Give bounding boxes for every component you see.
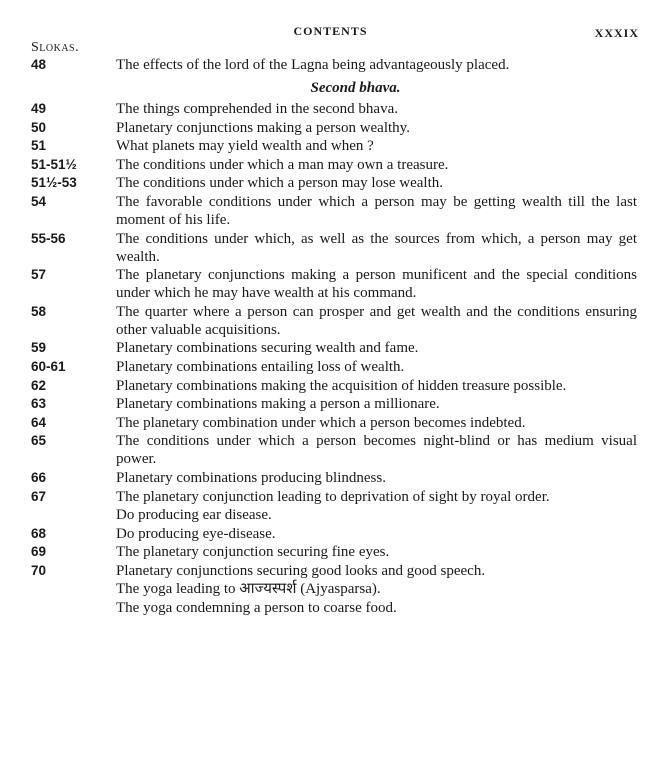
entry-text: Planetary combinations making the acquisition of hidden treasure possible. bbox=[116, 377, 567, 394]
contents-entry bbox=[0, 56, 661, 74]
sloka-number: 50 bbox=[31, 119, 47, 135]
sloka-number bbox=[0, 599, 116, 617]
entry-text: Do producing ear disease. bbox=[116, 507, 272, 524]
sloka-number bbox=[0, 506, 116, 524]
contents-entry bbox=[0, 580, 661, 598]
contents-entry bbox=[0, 525, 661, 543]
sloka-number: 49 bbox=[31, 101, 47, 116]
contents-entry bbox=[0, 100, 661, 118]
contents-entry bbox=[0, 432, 661, 468]
entry-text: The conditions under which a person may lose wealth. bbox=[116, 175, 443, 192]
contents-entry bbox=[0, 562, 661, 580]
contents-entry bbox=[0, 174, 661, 192]
contents-entry bbox=[0, 230, 661, 266]
page-header-title: CONTENTS bbox=[293, 24, 368, 38]
contents-entry bbox=[0, 266, 661, 302]
sloka-number: 65 bbox=[31, 433, 47, 449]
contents-entry bbox=[0, 599, 661, 617]
entry-text: The planetary combination under which a person becomes indebted. bbox=[116, 414, 526, 431]
contents-entry bbox=[0, 414, 661, 432]
sloka-number: 67 bbox=[31, 488, 47, 504]
entry-text: The yoga condemning a person to coarse food. bbox=[116, 600, 397, 617]
entry-text: Planetary conjunctions securing good looks and good speech. bbox=[116, 562, 486, 579]
sloka-number: 63 bbox=[31, 396, 47, 412]
sloka-number: 48 bbox=[31, 57, 47, 72]
entry-text: Planetary combinations producing blindness. bbox=[116, 469, 386, 486]
sloka-number: 57 bbox=[31, 267, 47, 283]
section-heading: Second bhava. bbox=[310, 80, 401, 96]
entry-text: The effects of the lord of the Lagna being advantageously placed. bbox=[116, 57, 510, 73]
sloka-number: 64 bbox=[31, 414, 47, 430]
sloka-number: 69 bbox=[31, 544, 47, 560]
contents-entry bbox=[0, 137, 661, 155]
contents-entry bbox=[0, 377, 661, 395]
contents-entry bbox=[0, 395, 661, 413]
entry-text: The things comprehended in the second bhava. bbox=[116, 101, 398, 117]
sloka-number: 51 bbox=[31, 138, 47, 154]
contents-entry bbox=[0, 303, 661, 339]
entry-text: Do producing eye-disease. bbox=[116, 525, 276, 542]
contents-entry bbox=[0, 193, 661, 229]
contents-entry bbox=[0, 469, 661, 487]
sloka-number: 66 bbox=[31, 469, 47, 485]
entry-text: Planetary combinations securing wealth and fame. bbox=[116, 340, 419, 357]
sloka-number: 51½-53 bbox=[31, 175, 77, 191]
entries-container bbox=[0, 100, 661, 617]
sloka-number: 58 bbox=[31, 303, 47, 319]
contents-list bbox=[0, 56, 661, 618]
entry-text: The conditions under which, as well as the sources from which, a person may get wealth. bbox=[116, 230, 637, 265]
entry-text: The yoga leading to आज्यस्पर्श (Ajyasparsa). bbox=[116, 581, 381, 598]
entry-text: Planetary combinations making a person a millionare. bbox=[116, 396, 440, 413]
contents-entry bbox=[0, 339, 661, 357]
entry-text: The favorable conditions under which a person may be getting wealth till the last moment of his life. bbox=[116, 193, 637, 228]
contents-entry bbox=[0, 358, 661, 376]
entry-text: Planetary conjunctions making a person wealthy. bbox=[116, 119, 410, 136]
contents-entry bbox=[0, 119, 661, 137]
sloka-number: 60-61 bbox=[31, 358, 66, 374]
entry-text: What planets may yield wealth and when ? bbox=[116, 138, 374, 155]
contents-entry bbox=[0, 506, 661, 524]
sloka-number: 70 bbox=[31, 562, 47, 578]
sloka-number: 51-51½ bbox=[31, 156, 77, 172]
entry-text: The quarter where a person can prosper and get wealth and the conditions ensuring other valuable acquisitions. bbox=[116, 303, 637, 338]
slokas-column-label: Slokas. bbox=[31, 40, 80, 55]
sloka-number: 62 bbox=[31, 377, 47, 393]
sloka-number: 68 bbox=[31, 525, 47, 541]
entry-text: The planetary conjunction leading to deprivation of sight by royal order. bbox=[116, 488, 550, 505]
contents-entry bbox=[0, 543, 661, 561]
entry-text: The conditions under which a man may own a treasure. bbox=[116, 156, 449, 173]
sloka-number bbox=[0, 580, 116, 598]
contents-entry bbox=[0, 488, 661, 506]
entry-text: The planetary conjunctions making a person munificent and the special conditions under which he may have wealth at his command. bbox=[116, 267, 637, 302]
sloka-number: 54 bbox=[31, 193, 47, 209]
sloka-number: 55-56 bbox=[31, 230, 66, 246]
contents-entry bbox=[0, 156, 661, 174]
entry-text: The conditions under which a person becomes night-blind or has medium visual power. bbox=[116, 433, 637, 468]
entry-text: Planetary combinations entailing loss of wealth. bbox=[116, 358, 405, 375]
page-number: XXXIX bbox=[594, 26, 639, 40]
entry-text: The planetary conjunction securing fine eyes. bbox=[116, 544, 390, 561]
sloka-number: 59 bbox=[31, 340, 47, 356]
